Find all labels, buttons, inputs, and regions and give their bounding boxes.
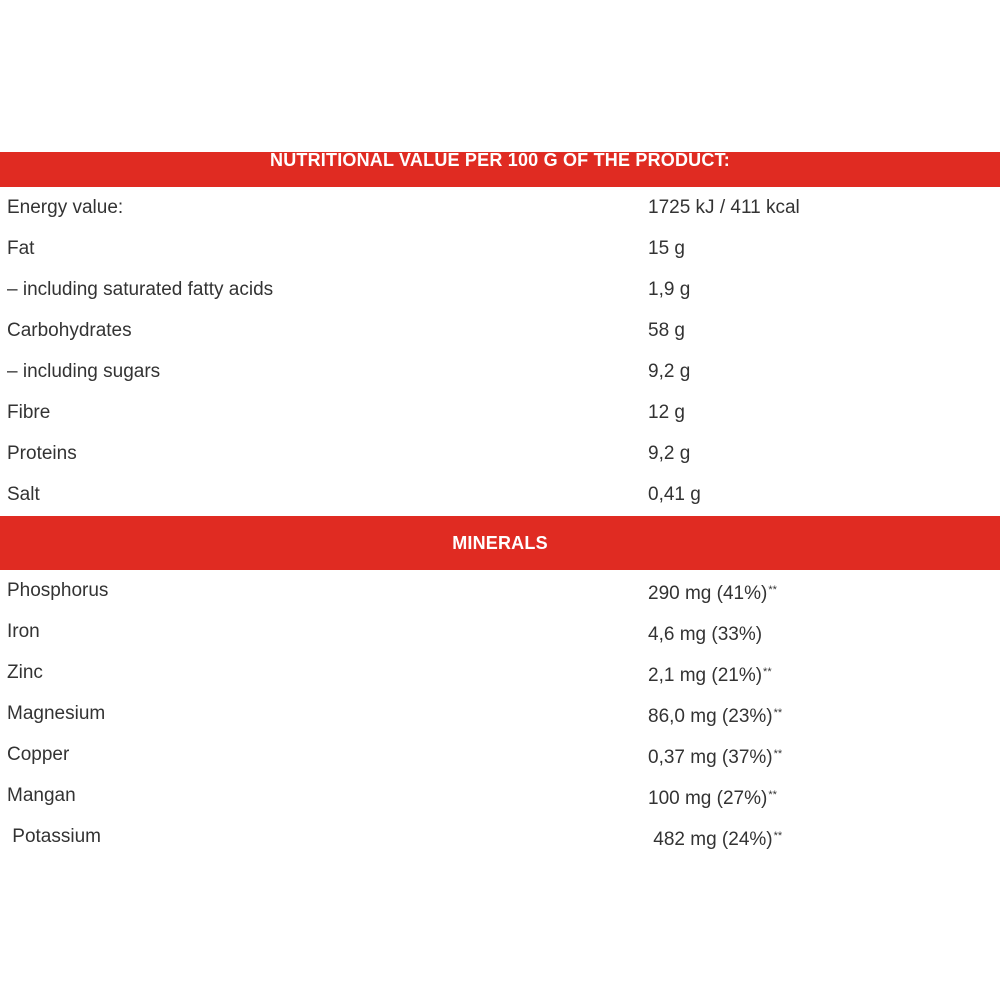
footnote-marker: ** bbox=[768, 584, 777, 596]
table-row bbox=[0, 775, 1000, 816]
nutrient-value: 58 g bbox=[648, 320, 685, 341]
table-row bbox=[0, 652, 1000, 693]
mineral-name: Iron bbox=[7, 621, 40, 642]
nutrient-name: Energy value: bbox=[7, 197, 124, 218]
nutrient-name: Proteins bbox=[7, 443, 77, 464]
mineral-amount: 290 mg (41%) bbox=[648, 583, 768, 604]
footnote-marker: ** bbox=[773, 748, 783, 760]
nutrient-name: Carbohydrates bbox=[7, 320, 132, 341]
mineral-value bbox=[648, 570, 777, 614]
mineral-name: Phosphorus bbox=[7, 580, 109, 601]
table-row bbox=[0, 816, 1000, 857]
table-row bbox=[0, 310, 1000, 351]
mineral-amount: 0,37 mg (37%) bbox=[648, 747, 773, 768]
table-row bbox=[0, 474, 1000, 515]
mineral-amount: 86,0 mg (23%) bbox=[648, 706, 773, 727]
mineral-amount: 4,6 mg (33%) bbox=[648, 624, 763, 645]
nutrient-value: 0,41 g bbox=[648, 484, 701, 505]
footnote-marker: ** bbox=[763, 666, 772, 678]
mineral-amount: 482 mg (24%) bbox=[648, 829, 773, 850]
table-row bbox=[0, 351, 1000, 392]
table-row bbox=[0, 433, 1000, 474]
mineral-value bbox=[648, 611, 763, 655]
nutrient-name: Fibre bbox=[7, 402, 51, 423]
mineral-name: Mangan bbox=[7, 785, 76, 806]
footnote-marker: ** bbox=[773, 707, 783, 719]
nutrient-value: 12 g bbox=[648, 402, 685, 423]
nutrient-name: Salt bbox=[7, 484, 40, 505]
mineral-amount: 2,1 mg (21%) bbox=[648, 665, 763, 686]
nutrient-value: 9,2 g bbox=[648, 361, 691, 382]
nutrient-name: – including saturated fatty acids bbox=[7, 279, 274, 300]
table-row bbox=[0, 570, 1000, 611]
mineral-value bbox=[648, 652, 772, 696]
nutrient-value: 1,9 g bbox=[648, 279, 691, 300]
mineral-name: Copper bbox=[7, 744, 70, 765]
minerals-header: MINERALS bbox=[0, 516, 1000, 570]
mineral-name: Potassium bbox=[7, 826, 101, 847]
mineral-name: Zinc bbox=[7, 662, 43, 683]
mineral-value bbox=[648, 775, 777, 819]
table-row bbox=[0, 228, 1000, 269]
nutrient-name: Fat bbox=[7, 238, 35, 259]
mineral-name: Magnesium bbox=[7, 703, 106, 724]
nutrition-header: NUTRITIONAL VALUE PER 100 G OF THE PRODUCT: bbox=[0, 152, 1000, 187]
mineral-value bbox=[648, 693, 782, 737]
nutrient-name: – including sugars bbox=[7, 361, 161, 382]
footnote-marker: ** bbox=[768, 789, 777, 801]
mineral-value bbox=[648, 734, 782, 778]
mineral-value bbox=[648, 816, 782, 860]
table-row bbox=[0, 611, 1000, 652]
nutrient-value: 15 g bbox=[648, 238, 685, 259]
table-row bbox=[0, 734, 1000, 775]
table-row bbox=[0, 693, 1000, 734]
nutrient-value: 1725 kJ / 411 kcal bbox=[648, 197, 800, 218]
table-row bbox=[0, 187, 1000, 228]
table-row bbox=[0, 392, 1000, 433]
nutrient-value: 9,2 g bbox=[648, 443, 691, 464]
footnote-marker: ** bbox=[773, 830, 783, 842]
mineral-amount: 100 mg (27%) bbox=[648, 788, 768, 809]
table-row bbox=[0, 269, 1000, 310]
